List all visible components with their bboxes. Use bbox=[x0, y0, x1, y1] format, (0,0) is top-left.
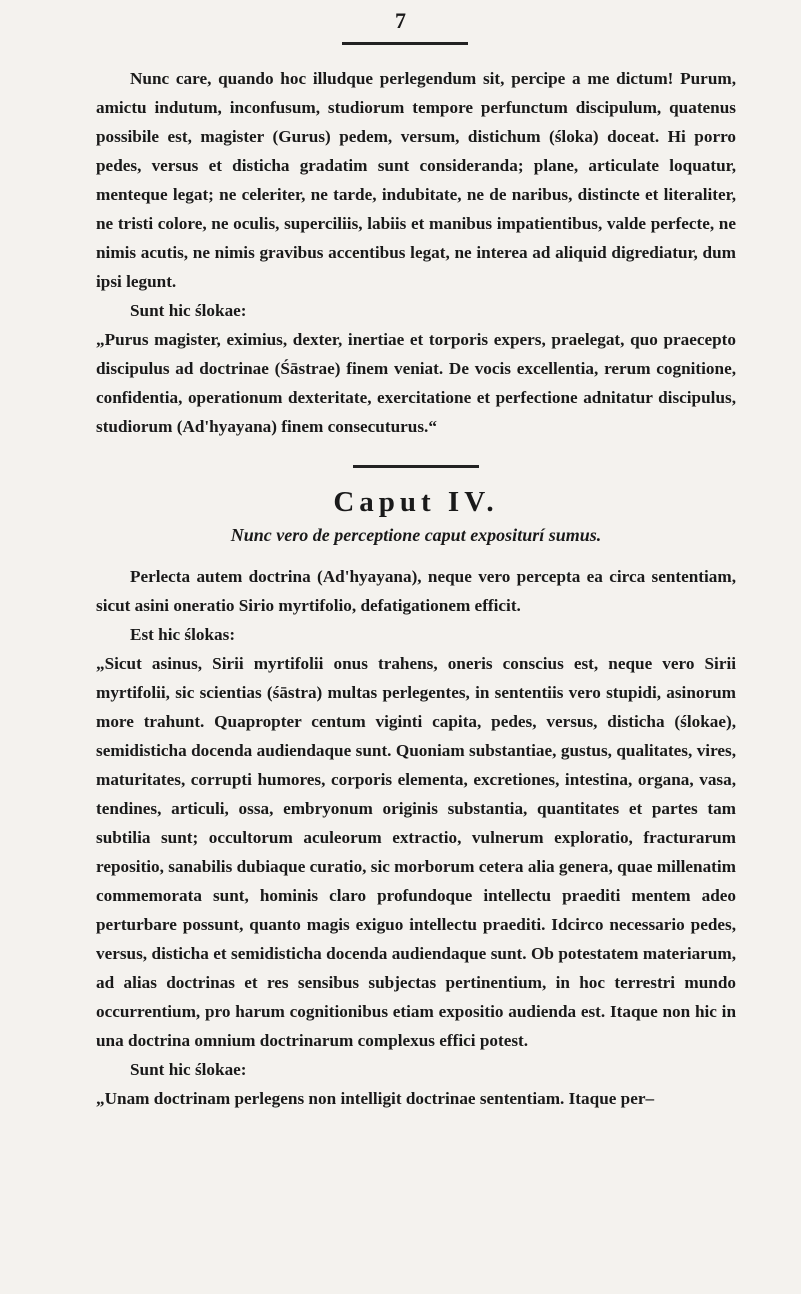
page-body bbox=[96, 64, 736, 1113]
paragraph: „Unam doctrinam perlegens non intelligit doctrinae sententiam. Itaque per– bbox=[96, 1089, 655, 1108]
paragraph: Sunt hic ślokae: bbox=[130, 1060, 247, 1079]
chapter-heading: Caput IV. bbox=[333, 486, 499, 518]
page-number-rule bbox=[342, 42, 468, 45]
paragraph: Est hic ślokas: bbox=[130, 625, 236, 644]
paragraph: „Sicut asinus, Sirii myrtifolii onus trahens, oneris conscius est, neque vero Sirii myrtifolii, sic scientias (śāstra) multas perlegentes, in sententiis vero stupidi, asinorum more trahunt. Quapropter centum viginti capita, pedes, versus, disticha (ślokae), semidisticha docenda audiendaque sunt. Quoniam substantiae, gustus, qualitates, vires, maturitates, corrupti humores, corporis elementa, excretiones, intestina, organa, vasa, tendines, articuli, ossa, embryonum originis substantia, quantitates et partes tam subtilia sunt; occultorum aculeorum extractio, vulnerum exploratio, fracturarum repositio, sanabilis dubiaque curatio, sic morborum cetera alia genera, quae millenatim commemorata sunt, hominis claro profundoque intellectu praediti mentem adeo perturbare possunt, quanto magis exiguo intellectu praediti. Idcirco necessario pedes, versus, disticha et semidisticha docenda audiendaque sunt. Ob potestatem materiarum, ad alias doctrinas et res sensibus subjectas pertinentium, in hoc terrestri mundo occurrentium, pro harum cognitionibus etiam expositio audienda est. Itaque non hic in una doctrina omnium doctrinarum complexus effici potest. bbox=[96, 654, 736, 1050]
paragraph: Perlecta autem doctrina (Ad'hyayana), neque vero percepta ea circa sententiam, sicut asini oneratio Sirio myrtifolio, defatigationem efficit. bbox=[96, 567, 736, 615]
paragraph: Nunc care, quando hoc illudque perlegendum sit, percipe a me dictum! Purum, amictu indutum, inconfusum, studiorum tempore perfunctum discipulum, quatenus possibile est, magister (Gurus) pedem, versum, distichum (śloka) doceat. Hi porro pedes, versus et disticha gradatim sunt consideranda; plane, articulate loquatur, menteque legat; ne celeriter, ne tarde, indubitate, ne de naribus, distincte et literaliter, ne tristi colore, ne oculis, superciliis, labiis et manibus impatientibus, valde perfecte, ne nimis acutis, ne nimis gravibus accentibus legat, ne interea ad aliquid digrediatur, dum ipsi legunt. bbox=[96, 69, 736, 291]
section-divider bbox=[353, 465, 479, 468]
paragraph: Sunt hic ślokae: bbox=[130, 301, 247, 320]
chapter-subtitle: Nunc vero de perceptione caput expositurí sumus. bbox=[230, 525, 602, 545]
page-number: 7 bbox=[395, 8, 406, 33]
paragraph: „Purus magister, eximius, dexter, inertiae et torporis expers, praelegat, quo praecepto discipulus ad doctrinae (Śāstrae) finem veniat. De vocis excellentia, rerum cognitione, confidentia, operationum dexteritate, exercitatione et perfectione adnitatur discipulus, studiorum (Ad'hyayana) finem consecuturus.“ bbox=[96, 330, 736, 436]
